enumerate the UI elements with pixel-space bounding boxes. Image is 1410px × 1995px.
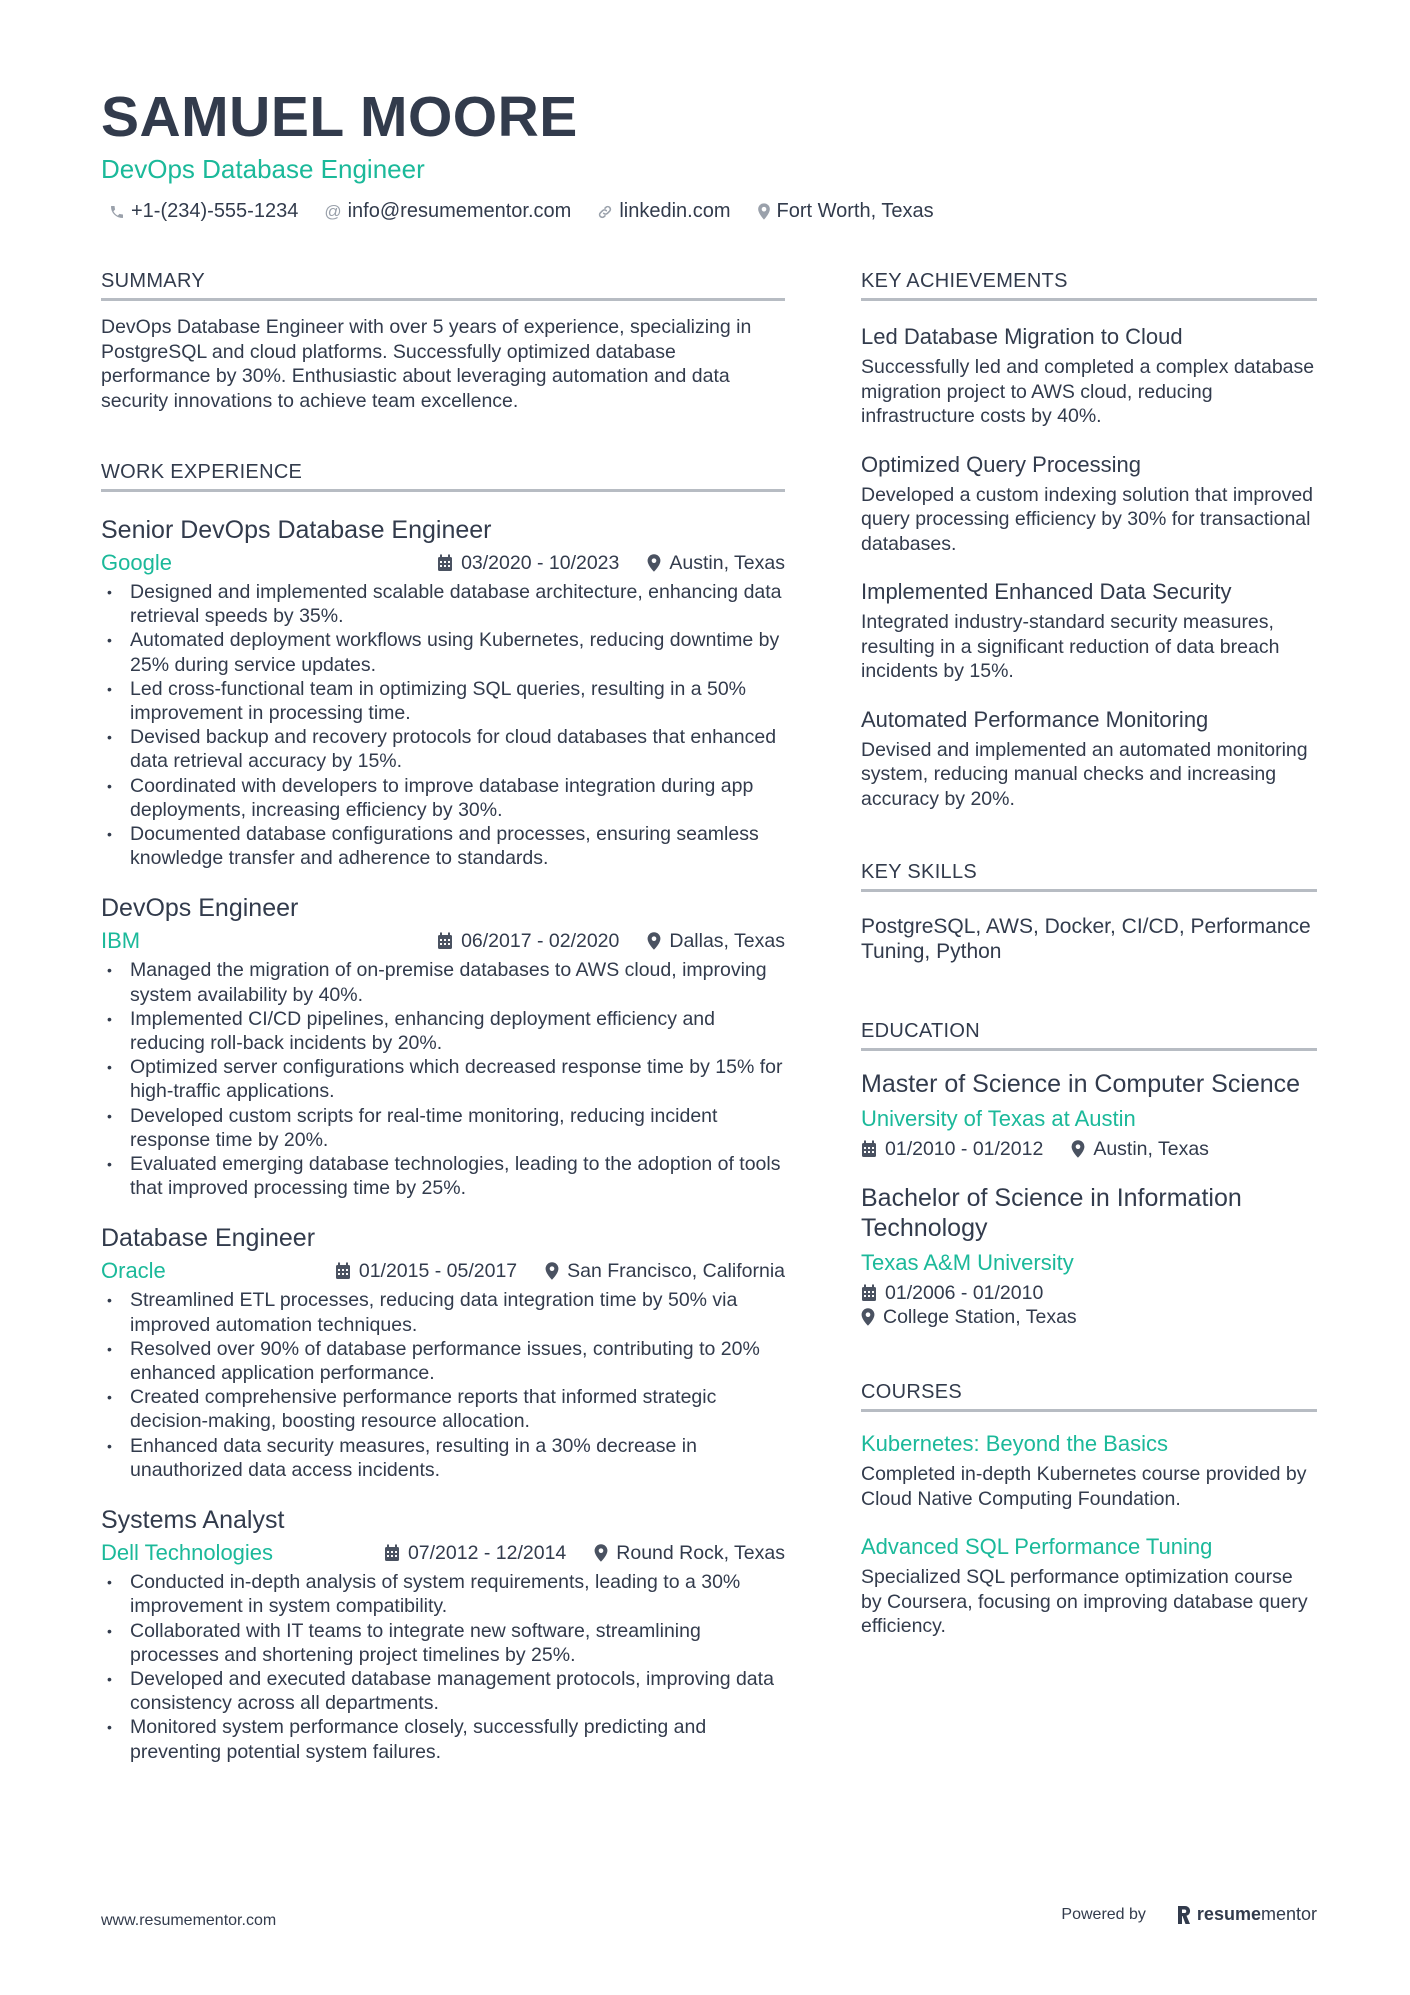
summary-section <box>101 268 785 413</box>
job-bullet: • Evaluated emerging database technologies, leading to the adoption of tools that improved processing time by 25%. <box>101 1152 785 1200</box>
job-dates <box>335 1260 517 1283</box>
job-bullets <box>101 580 785 870</box>
section-title-achievements: KEY ACHIEVEMENTS <box>861 268 1317 301</box>
section-title-experience: WORK EXPERIENCE <box>101 459 785 492</box>
achievement-desc: Devised and implemented an automated monitoring system, reducing manual checks and increasing accuracy by 20%. <box>861 738 1308 810</box>
job-dates <box>384 1542 566 1565</box>
course-desc: Completed in-depth Kubernetes course provided by Cloud Native Computing Foundation. <box>861 1463 1307 1510</box>
map-pin-icon <box>1071 1140 1085 1158</box>
experience-section <box>101 459 785 1764</box>
job-bullet: • Managed the migration of on-premise databases to AWS cloud, improving system availability by 40%. <box>101 958 785 1006</box>
achievement-desc: Integrated industry-standard security measures, resulting in a significant reduction of data breach incidents by 15%. <box>861 611 1280 682</box>
job-title: DevOps Engineer <box>101 894 299 923</box>
job-bullet: • Enhanced data security measures, resulting in a 30% decrease in unauthorized data access incidents. <box>101 1434 785 1482</box>
calendar-icon <box>437 554 453 572</box>
job-location <box>545 1260 785 1283</box>
brand-logo[interactable] <box>1176 1904 1317 1925</box>
job-meta-right <box>437 930 785 953</box>
job-meta <box>101 1539 785 1567</box>
job-meta-right <box>437 552 785 575</box>
job-bullet: • Implemented CI/CD pipelines, enhancing deployment efficiency and reducing roll-back incidents by 20%. <box>101 1007 785 1055</box>
job-bullet: • Created comprehensive performance reports that informed strategic decision-making, boosting resource allocation. <box>101 1385 785 1433</box>
company-name: Dell Technologies <box>101 1540 274 1566</box>
education-item <box>861 1069 1317 1161</box>
course-title: Advanced SQL Performance Tuning <box>861 1534 1213 1559</box>
job-meta <box>101 927 785 955</box>
summary-text: DevOps Database Engineer with over 5 years of experience, specializing in PostgreSQL and cloud platforms. Successfully optimized database performance by 30%. Enthusiastic about leveraging automation and data security innovations to achieve team excellence. <box>101 316 752 412</box>
job-entry <box>101 1504 785 1764</box>
linkedin-text: linkedin.com <box>619 200 731 222</box>
job-bullet: • Designed and implemented scalable database architecture, enhancing data retrieval speeds by 35%. <box>101 580 785 628</box>
achievement-item <box>861 578 1317 684</box>
footer-website[interactable]: www.resumementor.com <box>101 1912 277 1929</box>
education-dates <box>861 1137 1043 1161</box>
education-dates-text: 01/2010 - 01/2012 <box>885 1138 1044 1160</box>
achievement-item <box>861 323 1317 429</box>
job-entry <box>101 514 785 870</box>
company-name: Oracle <box>101 1258 166 1284</box>
map-pin-icon <box>594 1544 608 1562</box>
section-title-education: EDUCATION <box>861 1018 1317 1051</box>
job-entry <box>101 892 785 1200</box>
education-location-text: Austin, Texas <box>1093 1138 1209 1160</box>
degree-title: Master of Science in Computer Science <box>861 1070 1301 1098</box>
education-dates <box>861 1281 1317 1305</box>
education-location <box>1071 1137 1209 1161</box>
job-location-text: Round Rock, Texas <box>616 1541 785 1564</box>
education-meta <box>861 1281 1317 1329</box>
job-location-text: San Francisco, California <box>567 1259 785 1282</box>
education-dates-text: 01/2006 - 01/2010 <box>885 1282 1044 1304</box>
contact-location <box>757 200 934 223</box>
school-name: Texas A&M University <box>861 1250 1074 1275</box>
job-title: Systems Analyst <box>101 1506 285 1535</box>
degree-title: Bachelor of Science in Information Technology <box>861 1184 1242 1242</box>
education-meta <box>861 1137 1317 1161</box>
calendar-icon <box>384 1544 400 1562</box>
company-name: IBM <box>101 928 141 954</box>
map-pin-icon <box>545 1262 559 1280</box>
achievement-title: Optimized Query Processing <box>861 451 1141 477</box>
achievement-item <box>861 706 1317 812</box>
job-bullet: • Conducted in-depth analysis of system requirements, leading to a 30% improvement in system compatibility. <box>101 1570 785 1618</box>
job-meta-right <box>335 1260 785 1283</box>
job-location <box>594 1542 785 1565</box>
calendar-icon <box>861 1284 877 1302</box>
education-location-text: College Station, Texas <box>883 1306 1077 1328</box>
brand-name-bold: resume <box>1196 1904 1261 1924</box>
job-dates-text: 03/2020 - 10/2023 <box>461 551 620 574</box>
job-title: Senior DevOps Database Engineer <box>101 516 492 544</box>
job-bullet: • Devised backup and recovery protocols for cloud databases that enhanced data retrieval accuracy by 15%. <box>101 725 785 773</box>
job-dates-text: 06/2017 - 02/2020 <box>461 929 620 952</box>
skills-section <box>861 859 1317 964</box>
section-title-summary: SUMMARY <box>101 268 785 301</box>
job-location <box>647 930 785 953</box>
job-bullet: • Developed and executed database management protocols, improving data consistency across all departments. <box>101 1667 785 1715</box>
job-bullet: • Monitored system performance closely, successfully predicting and preventing potential system failures. <box>101 1715 785 1763</box>
contact-email[interactable] <box>324 200 571 223</box>
section-title-courses: COURSES <box>861 1379 1317 1412</box>
job-bullet: • Documented database configurations and processes, ensuring seamless knowledge transfer and adherence to standards. <box>101 822 785 870</box>
achievement-title: Implemented Enhanced Data Security <box>861 579 1232 604</box>
job-bullet: • Optimized server configurations which decreased response time by 15% for high-traffic applications. <box>101 1055 785 1103</box>
phone-icon <box>109 204 125 220</box>
map-pin-icon <box>647 554 661 572</box>
at-sign-icon: @ <box>324 201 342 221</box>
education-item <box>861 1183 1317 1329</box>
achievement-item <box>861 451 1317 557</box>
job-dates <box>437 552 619 575</box>
job-meta <box>101 1257 785 1285</box>
skills-text: PostgreSQL, AWS, Docker, CI/CD, Performance Tuning, Python <box>861 915 1311 963</box>
map-pin-icon <box>757 203 771 220</box>
achievement-title: Automated Performance Monitoring <box>861 706 1209 732</box>
job-bullet: • Led cross-functional team in optimizing SQL queries, resulting in a 50% improvement in processing time. <box>101 677 785 725</box>
achievement-desc: Successfully led and completed a complex database migration project to AWS cloud, reducing infrastructure costs by 40%. <box>861 356 1315 427</box>
location-text: Fort Worth, Texas <box>776 200 934 222</box>
footer-branding <box>1061 1904 1317 1925</box>
phone-text: +1-(234)-555-1234 <box>131 200 299 222</box>
brand-name-light: mentor <box>1260 1904 1317 1924</box>
candidate-role: DevOps Database Engineer <box>101 154 425 184</box>
job-location-text: Austin, Texas <box>669 551 785 574</box>
education-section <box>861 1018 1317 1329</box>
course-item <box>861 1533 1317 1639</box>
powered-by-text: Powered by <box>1061 1905 1146 1923</box>
job-bullets <box>101 1570 785 1764</box>
job-bullet: • Streamlined ETL processes, reducing data integration time by 50% via improved automation techniques. <box>101 1288 785 1336</box>
calendar-icon <box>437 932 453 950</box>
resume-header <box>101 84 1321 223</box>
education-location <box>861 1305 1317 1329</box>
map-pin-icon <box>647 932 661 950</box>
job-bullet: • Collaborated with IT teams to integrate new software, streamlining processes and shortening project timelines by 25%. <box>101 1619 785 1667</box>
job-bullet: • Developed custom scripts for real-time monitoring, reducing incident response time by 20%. <box>101 1104 785 1152</box>
job-bullet: • Automated deployment workflows using Kubernetes, reducing downtime by 25% during service updates. <box>101 628 785 676</box>
job-bullets <box>101 958 785 1200</box>
job-bullets <box>101 1288 785 1482</box>
calendar-icon <box>861 1140 877 1158</box>
left-column <box>101 268 785 1798</box>
job-title: Database Engineer <box>101 1224 316 1253</box>
achievements-section <box>861 268 1317 811</box>
job-dates <box>437 930 619 953</box>
resumementor-logo-icon <box>1176 1905 1192 1925</box>
calendar-icon <box>335 1262 351 1280</box>
school-name: University of Texas at Austin <box>861 1106 1136 1131</box>
achievement-desc: Developed a custom indexing solution that improved query processing efficiency by 30% for transactional databases. <box>861 483 1314 555</box>
contact-bar <box>109 200 1321 223</box>
email-text: info@resumementor.com <box>347 200 572 222</box>
company-name: Google <box>101 550 172 575</box>
contact-linkedin[interactable] <box>597 200 730 223</box>
course-title: Kubernetes: Beyond the Basics <box>861 1431 1168 1456</box>
map-pin-icon <box>861 1308 875 1326</box>
course-item <box>861 1430 1317 1511</box>
achievement-title: Led Database Migration to Cloud <box>861 324 1183 349</box>
courses-section <box>861 1379 1317 1639</box>
right-column <box>861 268 1317 1673</box>
contact-phone[interactable] <box>109 200 298 223</box>
job-bullet: • Resolved over 90% of database performance issues, contributing to 20% enhanced application performance. <box>101 1337 785 1385</box>
job-dates-text: 01/2015 - 05/2017 <box>358 1259 518 1282</box>
section-title-skills: KEY SKILLS <box>861 859 1317 892</box>
job-meta-right <box>384 1542 785 1565</box>
job-meta <box>101 549 785 577</box>
candidate-name: SAMUEL MOORE <box>101 85 578 149</box>
link-icon <box>597 204 613 220</box>
job-location-text: Dallas, Texas <box>669 929 785 952</box>
job-entry <box>101 1222 785 1482</box>
job-location <box>647 552 785 575</box>
job-dates-text: 07/2012 - 12/2014 <box>407 1541 567 1564</box>
course-desc: Specialized SQL performance optimization course by Coursera, focusing on improving database query efficiency. <box>861 1566 1308 1637</box>
job-bullet: • Coordinated with developers to improve database integration during app deployments, increasing efficiency by 30%. <box>101 774 785 822</box>
